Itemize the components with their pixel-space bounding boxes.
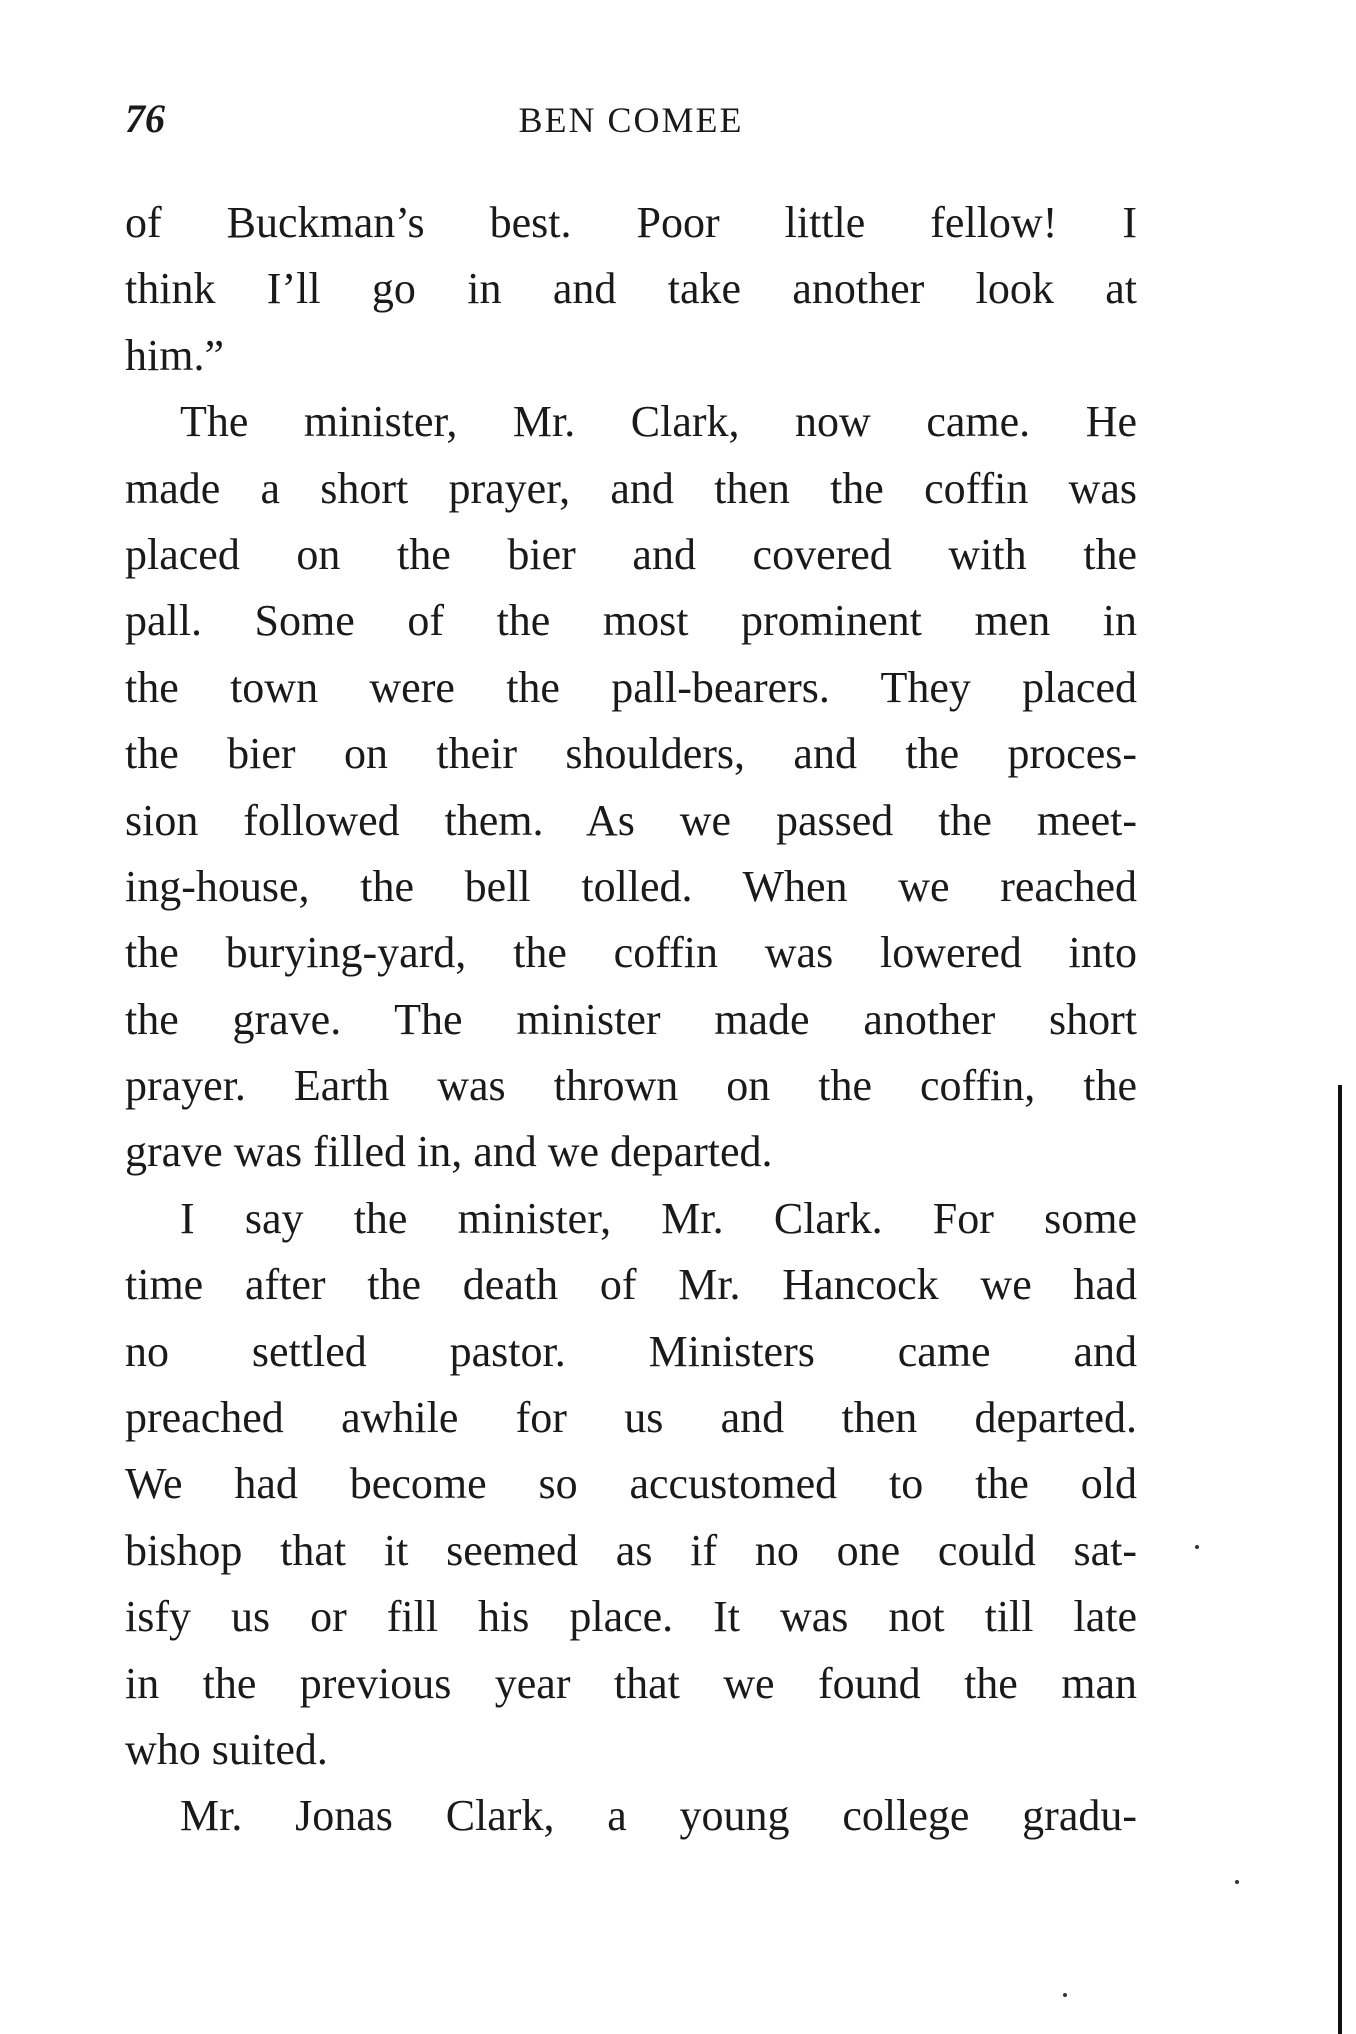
text-line: of Buckman’s best. Poor little fellow! I <box>125 198 1137 247</box>
paper-speck <box>1195 1545 1199 1549</box>
page-header <box>125 95 1137 155</box>
running-head: BEN COMEE <box>518 100 744 140</box>
text-line: prayer. Earth was thrown on the coffin, the <box>125 1061 1137 1111</box>
page-number: 76 <box>125 96 165 141</box>
text-line: think I’ll go in and take another look at <box>125 264 1137 314</box>
binding-edge-shadow <box>1338 1085 1342 2034</box>
paragraph-start-line: I say the minister, Mr. Clark. For some <box>180 1193 1137 1243</box>
text-line: ing-house, the bell tolled. When we reached <box>125 861 1137 911</box>
text-line: no settled pastor. Ministers came and <box>125 1326 1137 1376</box>
paragraph-start-line: The minister, Mr. Clark, now came. He <box>180 397 1137 447</box>
text-line: preached awhile for us and then departed. <box>125 1393 1137 1443</box>
paper-speck <box>1235 1880 1239 1884</box>
text-line: the town were the pall-bearers. They placed <box>125 662 1137 712</box>
text-line: We had become so accustomed to the old <box>125 1459 1137 1509</box>
text-line: bishop that it seemed as if no one could sat- <box>125 1525 1137 1575</box>
paragraph-start-line: Mr. Jonas Clark, a young college gradu- <box>180 1791 1137 1841</box>
text-line: the burying-yard, the coffin was lowered into <box>125 928 1137 978</box>
text-line: the bier on their shoulders, and the proces- <box>125 729 1137 779</box>
text-line: him.” <box>125 330 224 380</box>
body-text <box>125 190 1137 1850</box>
text-line: time after the death of Mr. Hancock we had <box>125 1260 1137 1310</box>
text-line: pall. Some of the most prominent men in <box>125 596 1137 646</box>
text-line: sion followed them. As we passed the meet- <box>125 795 1137 845</box>
text-line: grave was filled in, and we departed. <box>125 1127 773 1177</box>
text-line: who suited. <box>125 1724 328 1774</box>
text-line: the grave. The minister made another short <box>125 994 1137 1044</box>
paper-speck <box>1063 1993 1067 1997</box>
text-line: in the previous year that we found the man <box>125 1658 1137 1708</box>
text-line: made a short prayer, and then the coffin was <box>125 463 1137 513</box>
text-line: isfy us or fill his place. It was not till late <box>125 1592 1137 1642</box>
text-line: placed on the bier and covered with the <box>125 529 1137 579</box>
